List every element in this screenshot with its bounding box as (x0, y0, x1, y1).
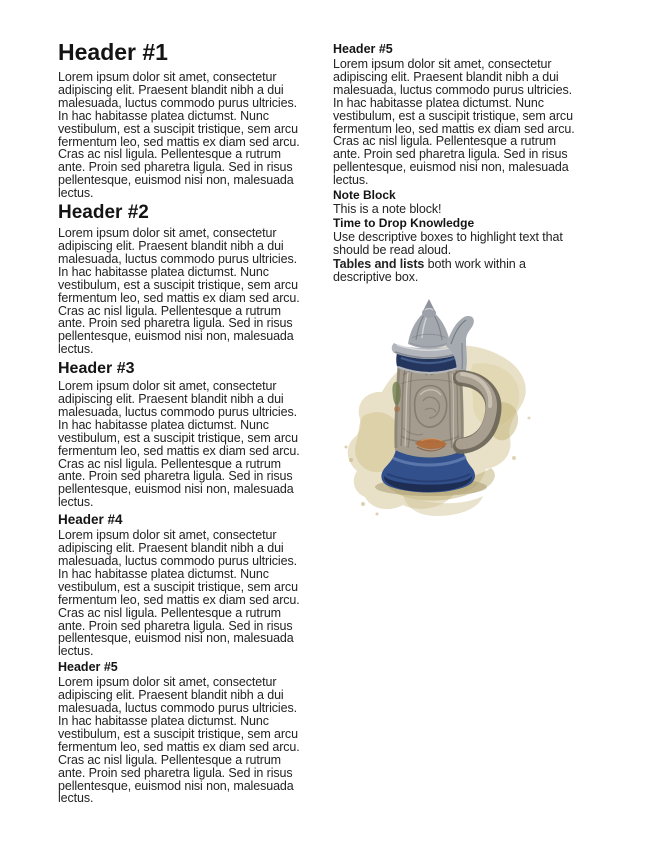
header-5-left: Header #5 (58, 660, 118, 675)
header-4: Header #4 (58, 512, 123, 528)
header-1: Header #1 (58, 39, 168, 65)
knowledge-rest: both work within a descriptive box. (333, 256, 526, 284)
header-5-right: Header #5 (333, 42, 393, 56)
beer-stein-illustration (333, 298, 585, 538)
paragraph-2: Lorem ipsum dolor sit amet, consectetur adipiscing elit. Praesent blandit nibh a dui malesuada, luctus commodo purus ultricies. In hac habitasse platea dictumst. Nunc vestibulum, est a suscipit tristique, sem arcu fermentum leo, sed mattis ex diam sed arcu. Cras ac nisl ligula. Pellentesque a rutrum ante. Proin sed pharetra ligula. Sed in risus pellentesque, euismod nisi non, malesuada lectus. (58, 226, 300, 357)
paragraph-3: Lorem ipsum dolor sit amet, consectetur adipiscing elit. Praesent blandit nibh a dui malesuada, luctus commodo purus ultricies. In hac habitasse platea dictumst. Nunc vestibulum, est a suscipit tristique, sem arcu fermentum leo, sed mattis ex diam sed arcu. Cras ac nisl ligula. Pellentesque a rutrum ante. Proin sed pharetra ligula. Sed in risus pellentesque, euismod nisi non, malesuada lectus. (58, 379, 300, 510)
paragraph-4: Lorem ipsum dolor sit amet, consectetur adipiscing elit. Praesent blandit nibh a dui malesuada, luctus commodo purus ultricies. In hac habitasse platea dictumst. Nunc vestibulum, est a suscipit tristique, sem arcu fermentum leo, sed mattis ex diam sed arcu. Cras ac nisl ligula. Pellentesque a rutrum ante. Proin sed pharetra ligula. Sed in risus pellentesque, euismod nisi non, malesuada lectus. (58, 528, 300, 659)
paragraph-6: Lorem ipsum dolor sit amet, consectetur adipiscing elit. Praesent blandit nibh a dui malesuada, luctus commodo purus ultricies. In hac habitasse platea dictumst. Nunc vestibulum, est a suscipit tristique, sem arcu fermentum leo, sed mattis ex diam sed arcu. Cras ac nisl ligula. Pellentesque a rutrum ante. Proin sed pharetra ligula. Sed in risus pellentesque, euismod nisi non, malesuada lectus. (333, 57, 575, 188)
paragraph-1: Lorem ipsum dolor sit amet, consectetur adipiscing elit. Praesent blandit nibh a dui malesuada, luctus commodo purus ultricies. In hac habitasse platea dictumst. Nunc vestibulum, est a suscipit tristique, sem arcu fermentum leo, sed mattis ex diam sed arcu. Cras ac nisl ligula. Pellentesque a rutrum ante. Proin sed pharetra ligula. Sed in risus pellentesque, euismod nisi non, malesuada lectus. (58, 70, 300, 201)
right-column (333, 40, 585, 538)
knowledge-bold-lead: Tables and lists (333, 256, 425, 271)
knowledge-text: Use descriptive boxes to highlight text that should be read aloud. (333, 229, 563, 257)
knowledge-heading: Time to Drop Knowledge (333, 216, 475, 231)
header-2: Header #2 (58, 202, 149, 224)
left-column (58, 40, 310, 806)
paragraph-5: Lorem ipsum dolor sit amet, consectetur adipiscing elit. Praesent blandit nibh a dui malesuada, luctus commodo purus ultricies. In hac habitasse platea dictumst. Nunc vestibulum, est a suscipit tristique, sem arcu fermentum leo, sed mattis ex diam sed arcu. Cras ac nisl ligula. Pellentesque a rutrum ante. Proin sed pharetra ligula. Sed in risus pellentesque, euismod nisi non, malesuada lectus. (58, 675, 300, 806)
knowledge-tables-line (333, 258, 585, 284)
note-block-heading: Note Block (333, 188, 396, 203)
header-3: Header #3 (58, 360, 135, 378)
stein-finial (422, 299, 436, 318)
note-block-text: This is a note block! (333, 201, 442, 216)
stein-body (392, 360, 463, 458)
